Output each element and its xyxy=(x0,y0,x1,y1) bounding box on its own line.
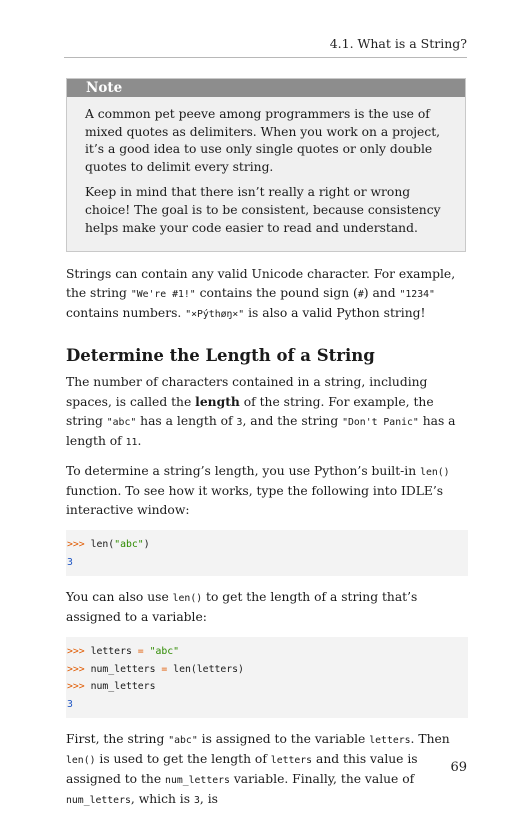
paragraph-explanation xyxy=(66,730,468,810)
text-run: has a length of xyxy=(136,414,237,428)
inline-code: "1234" xyxy=(399,289,435,300)
code-output: 3 xyxy=(67,698,73,710)
code-block-2 xyxy=(66,637,468,718)
code-operator: = xyxy=(137,646,144,657)
inline-code: "abc" xyxy=(106,417,137,428)
inline-code: 11 xyxy=(125,437,138,448)
code-prompt: >>> xyxy=(67,646,91,657)
paragraph-unicode xyxy=(66,265,468,324)
text-run: and this value is assigned to the xyxy=(66,752,418,786)
page-number: 69 xyxy=(450,760,467,775)
note-paragraph-2: Keep in mind that there isn’t really a right or wrong choice! The goal is to be consistent, because consistency helps make your code easier to read and understand. xyxy=(85,185,441,235)
inline-code: letters xyxy=(270,755,313,766)
code-token: letters xyxy=(90,646,138,657)
text-run: has a length of xyxy=(66,414,456,448)
text-run: function. To see how it works, type the following into IDLE’s interactive window: xyxy=(66,484,444,517)
paragraph-len-variable xyxy=(66,588,468,627)
text-run: You can also use xyxy=(66,590,173,604)
inline-code: # xyxy=(357,289,364,300)
running-header: 4.1. What is a String? xyxy=(329,36,467,51)
note-paragraph-1: A common pet peeve among programmers is the use of mixed quotes as delimiters. When you work on a project, it’s a good idea to use only single quotes or only double quotes to delimit every string. xyxy=(85,107,441,174)
note-title: Note xyxy=(67,79,465,97)
text-run: The number of characters contained in a string, including spaces, is called the xyxy=(66,375,428,409)
section-heading: Determine the Length of a String xyxy=(66,346,375,365)
inline-code: num_letters xyxy=(165,775,230,786)
inline-code: "×Pýthøŋ×" xyxy=(185,309,245,320)
text-run: contains numbers. xyxy=(66,306,186,320)
inline-code: 3 xyxy=(193,795,200,806)
code-string: "abc" xyxy=(114,539,144,550)
code-prompt: >>> xyxy=(67,663,91,675)
code-line xyxy=(66,536,468,554)
text-run: . Then xyxy=(410,732,450,746)
text-run: is also a valid Python string! xyxy=(244,306,426,320)
text-run: to get the length of a string that’s assigned to a variable: xyxy=(66,590,418,624)
code-line xyxy=(66,678,468,696)
inline-code: num_letters xyxy=(66,795,131,806)
code-prompt: >>> xyxy=(67,539,91,550)
code-operator: = xyxy=(161,663,168,675)
code-token: num_letters xyxy=(90,663,162,675)
main-content xyxy=(66,265,468,820)
text-run: is used to get the length of xyxy=(95,752,271,766)
inline-code: 3 xyxy=(236,417,243,428)
text-run: variable. Finally, the value of xyxy=(229,772,415,786)
header-rule xyxy=(64,57,467,58)
text-run: Strings can contain any valid Unicode character. For example, the string xyxy=(66,267,456,300)
text-run: . xyxy=(137,434,142,448)
code-line xyxy=(66,661,468,679)
code-block-1 xyxy=(66,530,468,576)
bold-term: length xyxy=(195,394,240,409)
text-run: is assigned to the variable xyxy=(197,732,370,746)
code-output: 3 xyxy=(67,556,73,568)
code-token: ) xyxy=(143,539,150,550)
note-box xyxy=(66,78,466,252)
text-run: of the string. For example, the string xyxy=(66,395,434,428)
note-body xyxy=(67,97,465,251)
code-token: num_letters xyxy=(90,681,156,692)
text-run: , which is xyxy=(130,792,194,806)
inline-code: letters xyxy=(369,735,411,746)
text-run: contains the pound sign ( xyxy=(195,286,358,300)
text-run: ) and xyxy=(363,286,400,300)
inline-code: len() xyxy=(172,593,203,604)
text-run: To determine a string’s length, you use Python’s built-in xyxy=(66,464,421,478)
code-token: len( xyxy=(90,539,115,550)
code-line xyxy=(66,643,468,661)
code-token: len(letters) xyxy=(167,663,244,675)
text-run: , is xyxy=(199,792,218,806)
code-string: "abc" xyxy=(143,646,180,657)
inline-code: "Don't Panic" xyxy=(342,417,419,428)
inline-code: "abc" xyxy=(168,735,198,746)
code-prompt: >>> xyxy=(67,681,91,692)
paragraph-length-definition xyxy=(66,373,468,452)
inline-code: len() xyxy=(420,467,450,478)
paragraph-len-intro xyxy=(66,462,468,520)
text-run: First, the string xyxy=(66,732,169,746)
text-run: , and the string xyxy=(242,414,343,428)
inline-code: len() xyxy=(66,755,96,766)
inline-code: "We're #1!" xyxy=(130,289,196,300)
